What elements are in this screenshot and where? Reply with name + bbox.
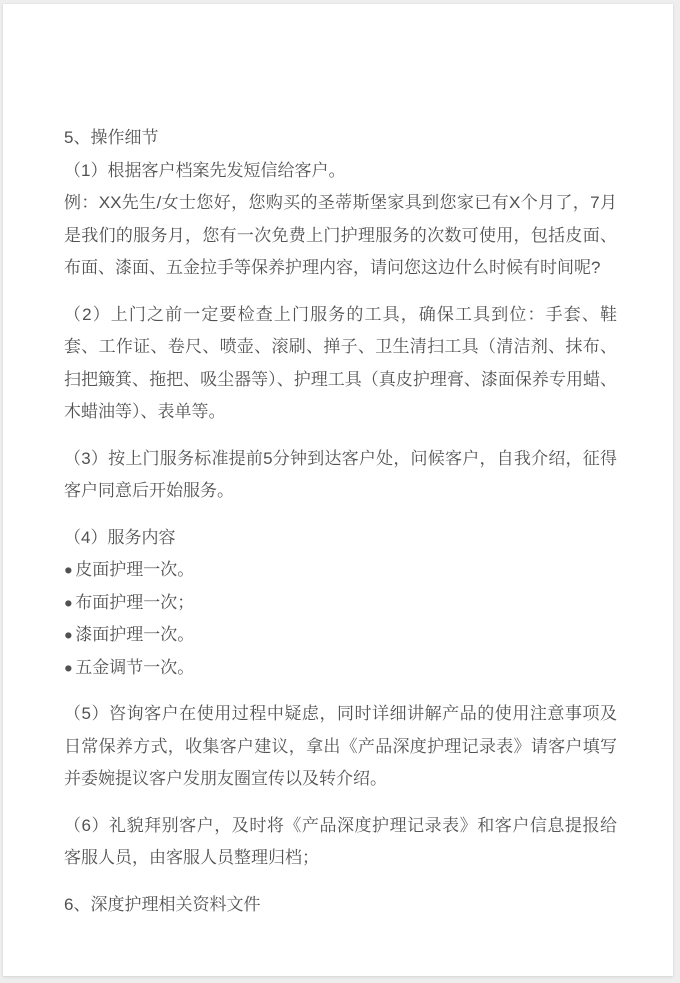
bullet-icon: ● [64,561,73,578]
list-item [64,587,617,620]
step-3-block [64,443,617,508]
document-page [3,4,673,976]
step-1-paragraph: （1）根据客户档案先发短信给客户。 [64,160,346,180]
section-6-heading: 6、深度护理相关资料文件 [64,894,261,914]
list-item [64,619,617,652]
step-5-block [64,698,617,796]
section-5-heading: 5、操作细节 [64,128,159,147]
bullet-icon: ● [64,659,73,676]
step-6-block [64,810,617,875]
step-1-example-paragraph: 例：XX先生/女士您好，您购买的圣蒂斯堡家具到您家已有X个月了，7月是我们的服务月，您有一次免费上门护理服务的次数可使用，包括皮面、布面、漆面、五金拉手等保养护理内容，请问您这边什么时候有时间呢? [64,193,617,277]
section-6 [64,889,617,922]
step-4-block [64,522,617,685]
list-item-label: 皮面护理一次。 [75,560,195,579]
list-item [64,652,617,685]
step-4-heading: （4）服务内容 [64,527,176,547]
step-2-paragraph: （2）上门之前一定要检查上门服务的工具，确保工具到位：手套、鞋套、工作证、卷尺、喷壶、滚刷、掸子、卫生清扫工具（清洁剂、抹布、扫把簸箕、拖把、吸尘器等）、护理工具（真皮护理膏、漆面保养专用蜡、木蜡油等）、表单等。 [64,304,617,421]
list-item-label: 布面护理一次； [75,592,195,612]
bullet-icon: ● [64,626,73,643]
list-item-label: 漆面护理一次。 [75,625,195,644]
list-item [64,554,617,587]
step-5-paragraph: （5）咨询客户在使用过程中疑虑，同时详细讲解产品的使用注意事项及日常保养方式，收集客户建议，拿出《产品深度护理记录表》请客户填写并委婉提议客户发朋友圈宣传以及转介绍。 [64,704,617,788]
step-3-paragraph: （3）按上门服务标准提前5分钟到达客户处，问候客户，自我介绍，征得客户同意后开始服务。 [64,448,617,500]
step-6-paragraph: （6）礼貌拜别客户，及时将《产品深度护理记录表》和客户信息提报给客服人员，由客服人员整理归档； [64,815,617,867]
step-2-block [64,299,617,429]
bullet-icon: ● [64,594,73,611]
section-5 [64,122,617,285]
document-content [3,4,673,921]
list-item-label: 五金调节一次。 [75,657,195,677]
